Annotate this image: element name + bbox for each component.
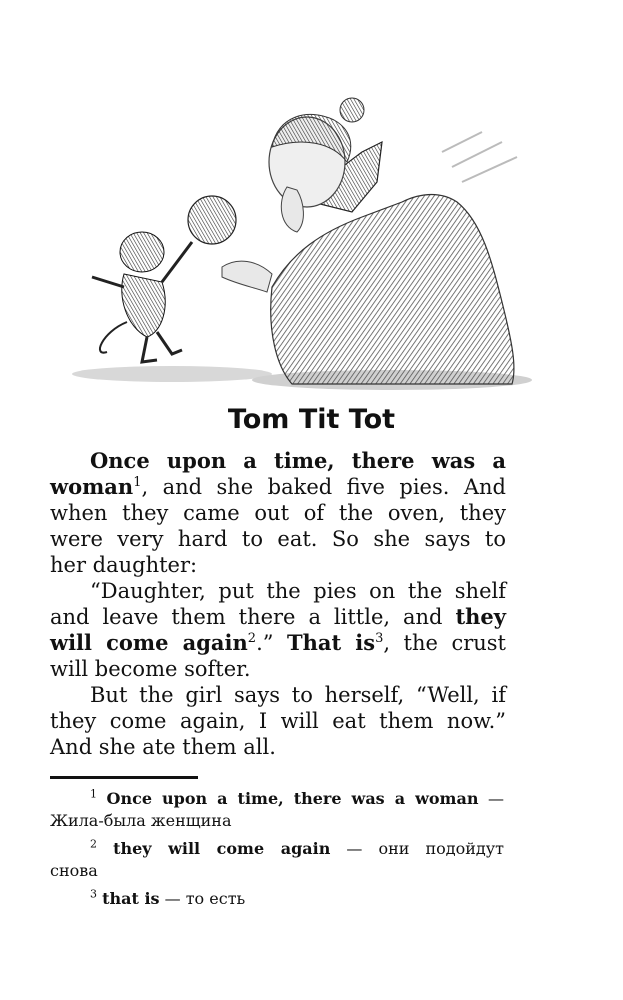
woman-figure <box>271 195 514 385</box>
text-line: when they came out of the oven, they <box>50 501 506 525</box>
footnote-translation: то есть <box>185 889 246 908</box>
footnote-ref[interactable]: 2 <box>247 631 257 646</box>
footnote-dash: — <box>478 789 504 808</box>
footnote-phrase: that is <box>102 889 160 908</box>
bold-phrase: That is <box>286 630 376 655</box>
bold-phrase: Once upon a time, there was a <box>90 448 506 473</box>
footnote-phrase: Once upon a time, there was a woman <box>106 789 479 808</box>
paragraph-3 <box>50 682 506 760</box>
footnote-number: 2 <box>90 837 97 851</box>
text-line: And she ate them all. <box>50 735 276 759</box>
text-line: were very hard to eat. So she says to <box>50 527 506 551</box>
text-span: , the crust <box>383 631 506 655</box>
imp-figure <box>92 232 192 362</box>
text-line: “Daughter, put the pies on the shelf <box>90 579 506 603</box>
text-span: , and she baked five pies. And <box>141 475 506 499</box>
text-line: But the girl says to herself, “Well, if <box>90 683 506 707</box>
story-title: Tom Tit Tot <box>227 404 396 435</box>
text-line: they come again, I will eat them now.” <box>50 709 506 733</box>
footnote-dash: — <box>159 889 186 908</box>
footnote-ref[interactable]: 1 <box>133 475 142 490</box>
story-body <box>50 448 506 760</box>
footnote-translation: они подойдут <box>378 839 505 858</box>
bold-phrase: will come again <box>50 630 248 655</box>
yarn-ball-icon <box>188 196 236 244</box>
footnote-1 <box>50 788 504 832</box>
story-illustration <box>62 92 532 392</box>
footnote-phrase: they will come again <box>113 839 331 858</box>
footnote-number: 3 <box>90 887 97 901</box>
footnote-translation: Жила-была женщина <box>50 811 232 830</box>
footnote-number: 1 <box>90 787 97 801</box>
footnote-divider <box>50 776 198 779</box>
footnote-dash: — <box>330 839 379 858</box>
footnote-translation: снова <box>50 861 98 880</box>
footnote-3 <box>50 888 504 910</box>
text-line: will become softer. <box>50 657 251 681</box>
bold-word: they <box>455 604 506 629</box>
footnotes <box>50 788 504 916</box>
footnote-2 <box>50 838 504 882</box>
footnote-ref[interactable]: 3 <box>375 631 384 646</box>
text-line: her daughter: <box>50 553 198 577</box>
text-span: .” <box>256 631 287 655</box>
paragraph-1 <box>50 448 506 578</box>
paragraph-2 <box>50 578 506 682</box>
bold-word: woman <box>50 474 134 499</box>
text-span: and leave them there a little, and <box>50 605 456 629</box>
